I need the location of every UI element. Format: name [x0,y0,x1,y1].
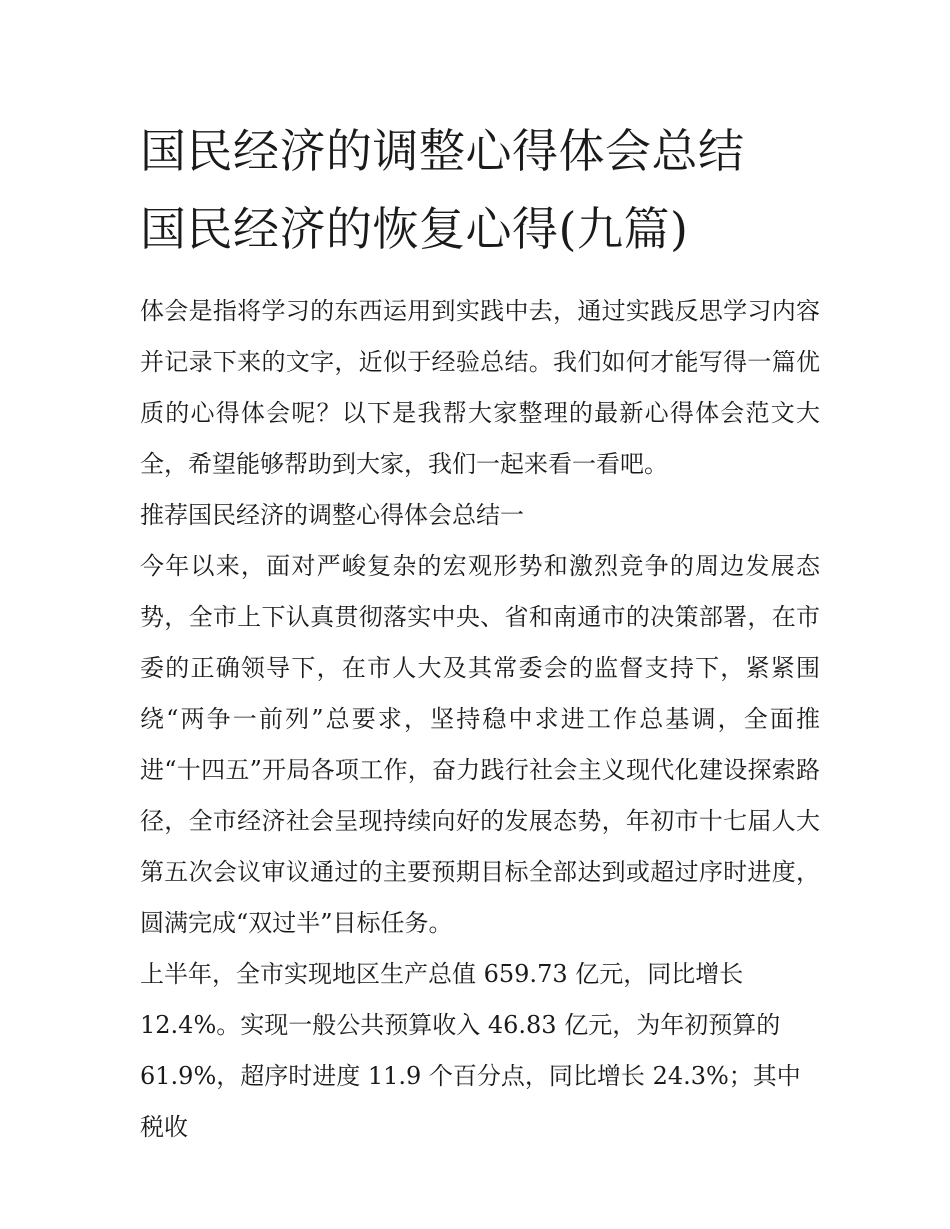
intro-paragraph: 体会是指将学习的东西运用到实践中去，通过实践反思学习内容并记录下来的文字，近似于经验总结。我们如何才能写得一篇优质的心得体会呢？以下是我帮大家整理的最新心得体会范文大全，希望能够帮助到大家，我们一起来看一看吧。 [140,297,820,478]
body-paragraph-1: 今年以来，面对严峻复杂的宏观形势和激烈竞争的周边发展态势，全市上下认真贯彻落实中央、省和南通市的决策部署，在市委的正确领导下，在市人大及其常委会的监督支持下，紧紧围绕“两争一前列”总要求，坚持稳中求进工作总基调，全面推进“十四五”开局各项工作，奋力践行社会主义现代化建设探索路径，全市经济社会呈现持续向好的发展态势，年初市十七届人大第五次会议审议通过的主要预期目标全部达到或超过序时进度，圆满完成“双过半”目标任务。 [140,552,820,937]
body-paragraph-2-line-1: 上半年，全市实现地区生产总值 659.73 亿元，同比增长 [140,960,744,988]
section-heading: 推荐国民经济的调整心得体会总结一 [140,501,524,529]
document-title [140,112,820,268]
body-paragraph-2-line-2: 12.4%。实现一般公共预算收入 46.83 亿元，为年初预算的 [140,1011,781,1039]
body-paragraph-2 [140,949,820,1153]
document-page [140,112,820,1153]
title-line-2: 国民经济的恢复心得(九篇) [140,202,689,256]
title-line-1: 国民经济的调整心得体会总结 [140,124,745,178]
body-paragraph-2-line-3: 61.9%，超序时进度 11.9 个百分点，同比增长 24.3%；其中税收 [140,1062,801,1141]
